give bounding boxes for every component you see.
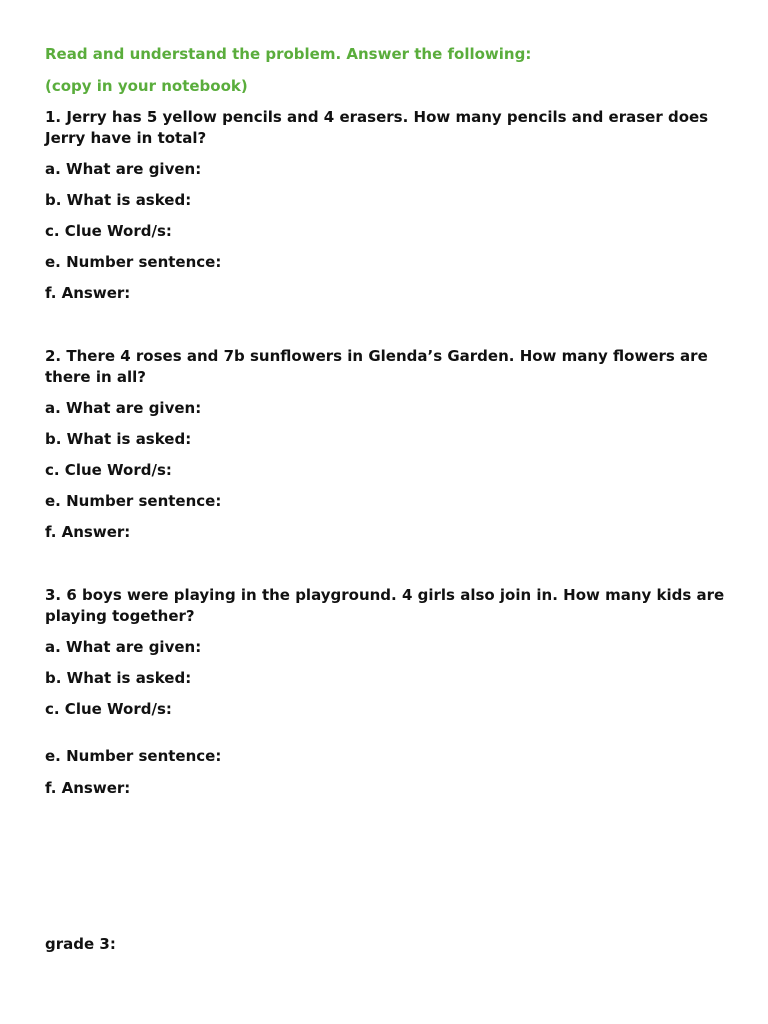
- problem-1-given: a. What are given:: [45, 160, 202, 178]
- problem-2-given: a. What are given:: [45, 399, 202, 417]
- problem-2-number-sentence: e. Number sentence:: [45, 492, 222, 510]
- problem-1-answer: f. Answer:: [45, 284, 131, 302]
- problem-2-asked: b. What is asked:: [45, 430, 192, 448]
- problem-3-question: 3. 6 boys were playing in the playground. 4 girls also join in. How many kids are playing together?: [45, 586, 725, 625]
- problem-3-given: a. What are given:: [45, 638, 202, 656]
- problem-1-asked: b. What is asked:: [45, 191, 192, 209]
- problem-3-clue: c. Clue Word/s:: [45, 700, 172, 718]
- problem-3-number-sentence: e. Number sentence:: [45, 747, 222, 765]
- instruction-note: (copy in your notebook): [45, 77, 248, 95]
- problem-1-clue: c. Clue Word/s:: [45, 222, 172, 240]
- problem-1-number-sentence: e. Number sentence:: [45, 253, 222, 271]
- problem-3-asked: b. What is asked:: [45, 669, 192, 687]
- problem-2-clue: c. Clue Word/s:: [45, 461, 172, 479]
- instruction-heading: Read and understand the problem. Answer the following:: [45, 45, 532, 63]
- problem-3-answer: f. Answer:: [45, 779, 131, 797]
- problem-2-question: 2. There 4 roses and 7b sunflowers in Glenda’s Garden. How many flowers are there in all?: [45, 347, 708, 386]
- grade-label: grade 3:: [45, 935, 116, 953]
- problem-2-answer: f. Answer:: [45, 523, 131, 541]
- problem-1-question: 1. Jerry has 5 yellow pencils and 4 erasers. How many pencils and eraser does Jerry have in total?: [45, 108, 709, 147]
